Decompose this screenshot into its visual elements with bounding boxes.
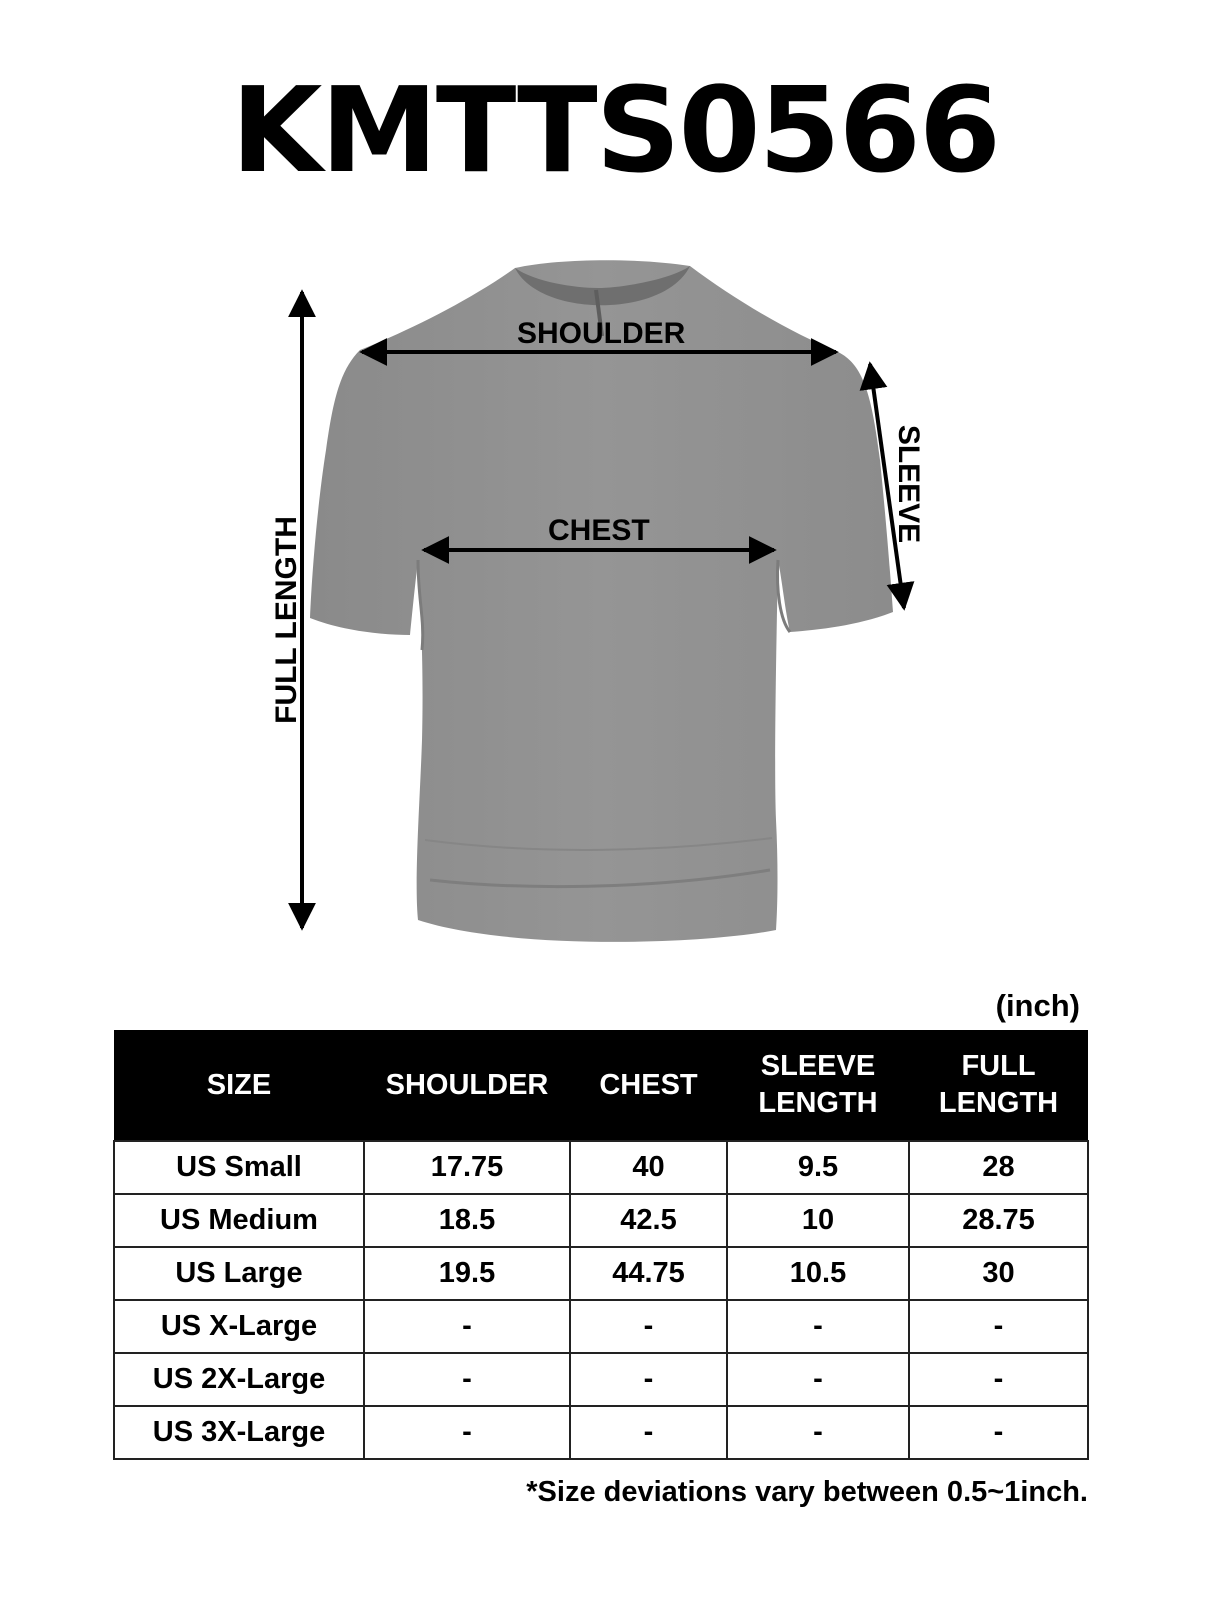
measurement-diagram	[0, 240, 1230, 960]
size-cell: US 3X-Large	[114, 1406, 364, 1459]
size-cell: US 2X-Large	[114, 1353, 364, 1406]
table-header-row	[114, 1030, 1088, 1141]
chest-label: CHEST	[548, 514, 650, 547]
header-shoulder: SHOULDER	[364, 1030, 570, 1141]
chest-cell: -	[570, 1300, 727, 1353]
header-size: SIZE	[114, 1030, 364, 1141]
header-sleeve-length: SLEEVE LENGTH	[727, 1030, 909, 1141]
size-chart-table	[113, 1030, 1089, 1460]
product-code-title: KMTTS0566	[231, 61, 999, 199]
header-full-length: FULL LENGTH	[909, 1030, 1088, 1141]
full-length-label: FULL LENGTH	[270, 516, 303, 724]
unit-label: (inch)	[995, 988, 1080, 1023]
chest-cell: -	[570, 1353, 727, 1406]
sleeve-cell: 10	[727, 1194, 909, 1247]
sleeve-cell: -	[727, 1300, 909, 1353]
full-length-cell: 30	[909, 1247, 1088, 1300]
size-cell: US Small	[114, 1141, 364, 1194]
table-row	[114, 1247, 1088, 1300]
table-row	[114, 1353, 1088, 1406]
sleeve-cell: -	[727, 1406, 909, 1459]
full-length-cell: 28.75	[909, 1194, 1088, 1247]
shoulder-cell: 17.75	[364, 1141, 570, 1194]
table-row	[114, 1141, 1088, 1194]
size-cell: US X-Large	[114, 1300, 364, 1353]
table-row	[114, 1406, 1088, 1459]
full-length-cell: 28	[909, 1141, 1088, 1194]
chest-cell: 42.5	[570, 1194, 727, 1247]
shoulder-cell: 18.5	[364, 1194, 570, 1247]
chest-cell: 40	[570, 1141, 727, 1194]
tshirt-body	[310, 260, 893, 942]
sleeve-label: SLEEVE	[892, 424, 925, 544]
shoulder-cell: -	[364, 1406, 570, 1459]
shoulder-cell: -	[364, 1300, 570, 1353]
sleeve-cell: 10.5	[727, 1247, 909, 1300]
full-length-cell: -	[909, 1300, 1088, 1353]
sleeve-cell: -	[727, 1353, 909, 1406]
full-length-cell: -	[909, 1353, 1088, 1406]
full-length-cell: -	[909, 1406, 1088, 1459]
size-cell: US Medium	[114, 1194, 364, 1247]
size-cell: US Large	[114, 1247, 364, 1300]
table-row	[114, 1300, 1088, 1353]
shoulder-label: SHOULDER	[517, 317, 686, 350]
shoulder-cell: -	[364, 1353, 570, 1406]
chest-cell: 44.75	[570, 1247, 727, 1300]
header-chest: CHEST	[570, 1030, 727, 1141]
table-row	[114, 1194, 1088, 1247]
sleeve-cell: 9.5	[727, 1141, 909, 1194]
chest-cell: -	[570, 1406, 727, 1459]
size-deviation-note: *Size deviations vary between 0.5~1inch.	[526, 1476, 1088, 1508]
shoulder-cell: 19.5	[364, 1247, 570, 1300]
